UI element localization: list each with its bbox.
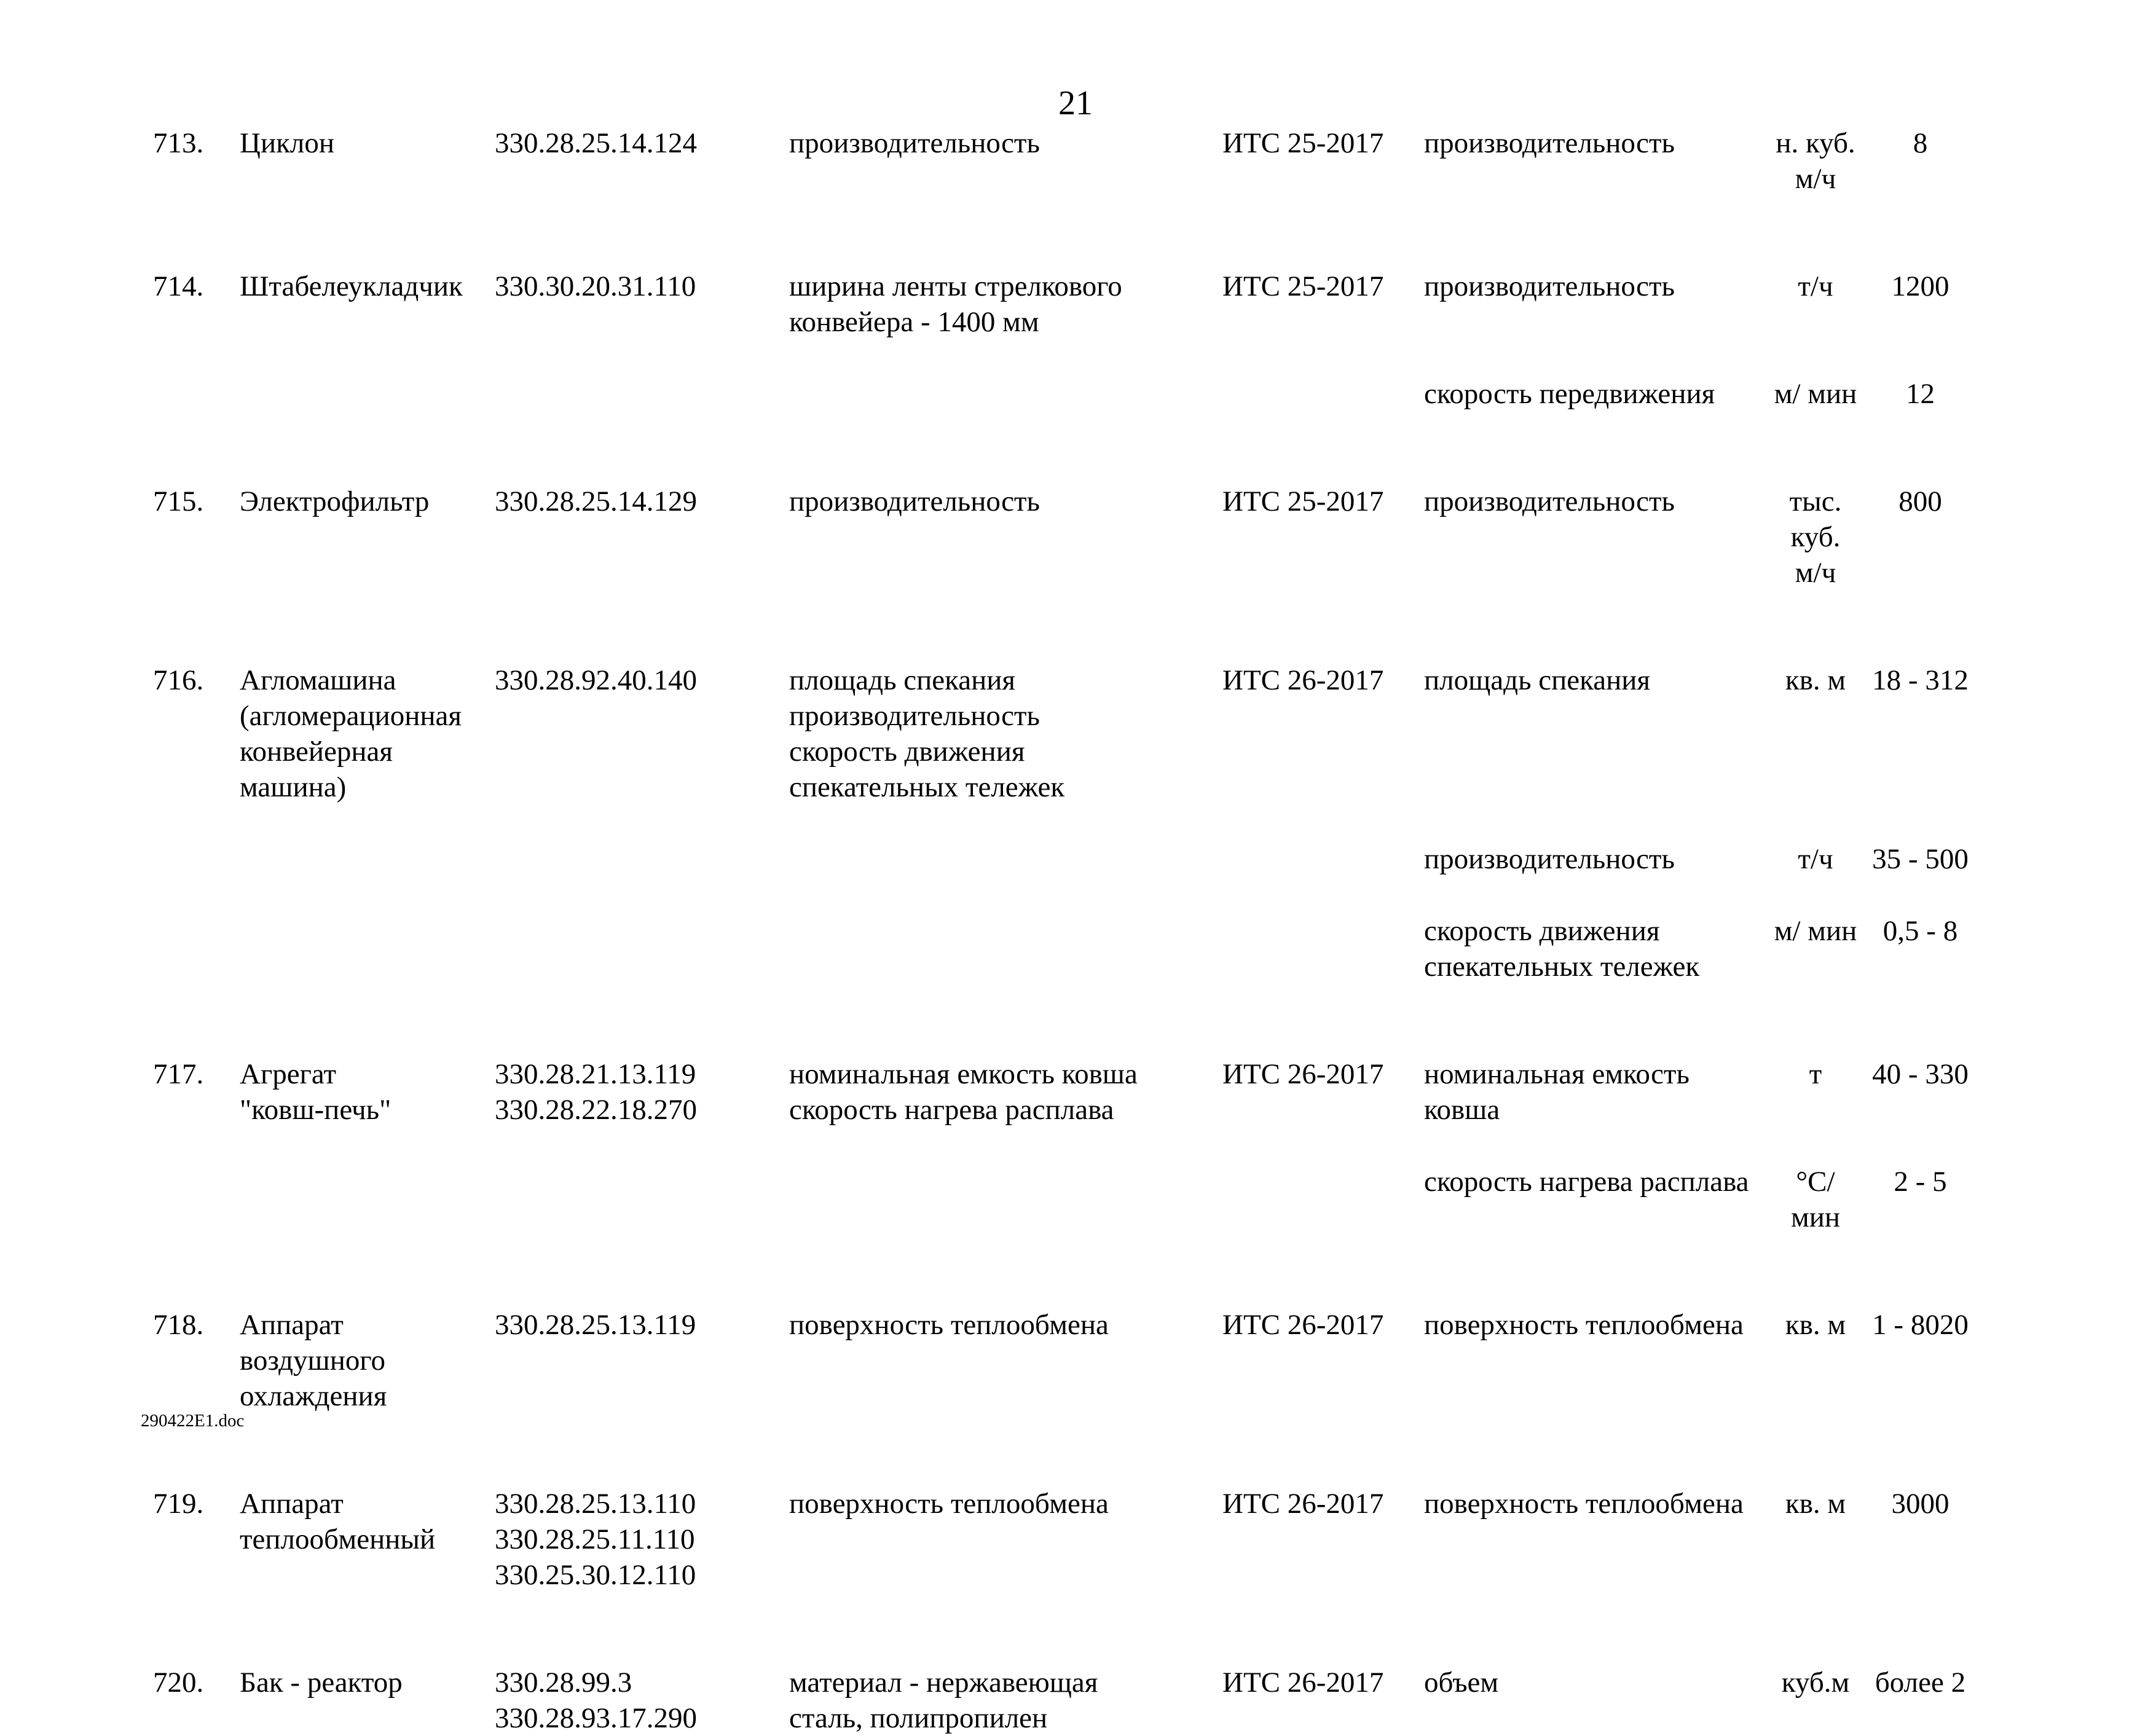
- text-line: площадь спекания: [1424, 664, 1651, 696]
- characteristics-empty: [789, 1164, 1222, 1235]
- text-line: спекательных тележек: [1424, 951, 1700, 983]
- detail-unit: [1773, 1164, 1858, 1235]
- text-line: номинальная емкость: [1424, 1058, 1690, 1090]
- text-line: Электрофильтр: [240, 485, 430, 517]
- left-margin: [0, 1164, 153, 1235]
- text-line: т/ч: [1798, 270, 1833, 302]
- detail-unit: [1773, 269, 1858, 340]
- detail-value: [1858, 484, 1983, 591]
- text-line: Агломашина: [240, 664, 396, 696]
- row-main-line: [0, 1307, 2156, 1414]
- left-margin: [0, 269, 153, 340]
- text-line: 1 - 8020: [1872, 1309, 1969, 1341]
- table-row: [0, 269, 2156, 412]
- left-margin: [0, 1665, 153, 1736]
- row-main-line: [0, 484, 2156, 591]
- text-line: 800: [1898, 485, 1942, 517]
- row-main-line: [0, 1486, 2156, 1593]
- detail-unit: [1773, 841, 1858, 877]
- equipment-name-empty: [240, 841, 495, 877]
- detail-value: [1858, 1486, 1983, 1593]
- text-line: производительность: [789, 485, 1040, 517]
- detail-value: [1858, 125, 1983, 197]
- detail-value: [1858, 662, 1983, 805]
- characteristics: [789, 1307, 1222, 1414]
- item-number-empty: [153, 376, 240, 412]
- text-line: 330.28.25.14.124: [495, 127, 697, 159]
- text-line: производительность: [789, 700, 1040, 732]
- table-row: [0, 1665, 2156, 1736]
- text-line: поверхность теплообмена: [1424, 1488, 1744, 1520]
- text-line: материал - нержавеющая: [789, 1667, 1098, 1699]
- its-reference-empty: [1222, 913, 1424, 984]
- item-number: 720.: [153, 1667, 204, 1699]
- characteristics-empty: [789, 913, 1222, 984]
- text-line: кв. м: [1785, 664, 1846, 696]
- its-reference: ИТС 26-2017: [1222, 1058, 1384, 1090]
- text-line: конвейерная: [240, 736, 393, 768]
- item-number-empty: [153, 1164, 240, 1235]
- its-reference: ИТС 26-2017: [1222, 1309, 1384, 1341]
- detail-parameter: [1424, 484, 1773, 591]
- detail-parameter: [1424, 376, 1773, 412]
- left-margin: [0, 841, 153, 877]
- text-line: т/ч: [1798, 843, 1833, 875]
- text-line: 330.28.21.13.119: [495, 1058, 696, 1090]
- text-line: спекательных тележек: [789, 771, 1065, 803]
- row-main-line: [0, 1056, 2156, 1128]
- detail-value: [1858, 269, 1983, 340]
- detail-parameter: [1424, 269, 1773, 340]
- text-line: 8: [1913, 127, 1928, 159]
- text-line: 18 - 312: [1872, 664, 1969, 696]
- text-line: ковша: [1424, 1094, 1500, 1126]
- text-line: 330.28.25.13.110: [495, 1488, 696, 1520]
- okpd-codes: [495, 662, 789, 805]
- item-number: 718.: [153, 1309, 204, 1341]
- characteristics: [789, 125, 1222, 197]
- text-line: воздушного: [240, 1345, 385, 1377]
- characteristics: [789, 484, 1222, 591]
- text-line: Циклон: [240, 127, 335, 159]
- okpd-codes: [495, 484, 789, 591]
- text-line: производительность: [1424, 485, 1675, 517]
- left-margin: [0, 484, 153, 591]
- table-row: [0, 662, 2156, 984]
- detail-value: [1858, 1164, 1983, 1235]
- text-line: 2 - 5: [1894, 1166, 1947, 1198]
- okpd-codes: [495, 1665, 789, 1736]
- okpd-codes: [495, 125, 789, 197]
- text-line: ширина ленты стрелкового: [789, 270, 1122, 302]
- table-row: [0, 1486, 2156, 1593]
- text-line: куб.: [1790, 521, 1841, 553]
- okpd-codes: [495, 1056, 789, 1128]
- table-row: [0, 125, 2156, 197]
- text-line: н. куб.: [1776, 127, 1855, 159]
- text-line: охлаждения: [240, 1380, 387, 1412]
- detail-unit: [1773, 376, 1858, 412]
- its-reference: ИТС 25-2017: [1222, 270, 1384, 302]
- detail-unit: [1773, 484, 1858, 591]
- left-margin: [0, 662, 153, 805]
- characteristics-empty: [789, 841, 1222, 877]
- text-line: 330.28.25.14.129: [495, 485, 697, 517]
- table-row: [0, 1056, 2156, 1235]
- left-margin: [0, 376, 153, 412]
- its-reference: ИТС 25-2017: [1222, 127, 1384, 159]
- text-line: теплообменный: [240, 1523, 436, 1555]
- text-line: номинальная емкость ковша: [789, 1058, 1138, 1090]
- detail-parameter: [1424, 125, 1773, 197]
- its-reference-empty: [1222, 376, 1424, 412]
- text-line: м/ мин: [1774, 915, 1857, 947]
- text-line: 12: [1906, 378, 1935, 410]
- text-line: 330.28.22.18.270: [495, 1094, 697, 1126]
- text-line: м/ч: [1795, 163, 1836, 195]
- text-line: скорость нагрева расплава: [1424, 1166, 1749, 1198]
- okpd-codes: [495, 1486, 789, 1593]
- its-reference-empty: [1222, 841, 1424, 877]
- text-line: м/ч: [1795, 557, 1836, 589]
- detail-unit: [1773, 1486, 1858, 1593]
- its-reference-empty: [1222, 1164, 1424, 1235]
- detail-unit: [1773, 1056, 1858, 1128]
- text-line: площадь спекания: [789, 664, 1016, 696]
- characteristics: [789, 1665, 1222, 1736]
- text-line: 330.28.92.40.140: [495, 664, 697, 696]
- okpd-codes: [495, 269, 789, 340]
- equipment-name: [240, 1056, 495, 1128]
- text-line: 0,5 - 8: [1883, 915, 1958, 947]
- text-line: производительность: [1424, 843, 1675, 875]
- characteristics: [789, 1056, 1222, 1128]
- equipment-name: [240, 125, 495, 197]
- text-line: м/ мин: [1774, 378, 1857, 410]
- text-line: кв. м: [1785, 1309, 1846, 1341]
- item-number: 715.: [153, 485, 204, 517]
- equipment-name: [240, 269, 495, 340]
- text-line: сталь, полипропилен: [789, 1702, 1048, 1734]
- its-reference: ИТС 25-2017: [1222, 485, 1384, 517]
- detail-value: [1858, 1056, 1983, 1128]
- text-line: (агломерационная: [240, 700, 462, 732]
- text-line: производительность: [1424, 270, 1675, 302]
- text-line: 3000: [1891, 1488, 1949, 1520]
- text-line: скорость передвижения: [1424, 378, 1715, 410]
- text-line: 330.28.99.3: [495, 1667, 632, 1699]
- text-line: кв. м: [1785, 1488, 1846, 1520]
- equipment-name: [240, 662, 495, 805]
- detail-parameter: [1424, 841, 1773, 877]
- text-line: 1200: [1891, 270, 1949, 302]
- page-number: 21: [1058, 84, 1093, 122]
- left-margin: [0, 1307, 153, 1414]
- equipment-name-empty: [240, 376, 495, 412]
- equipment-name: [240, 1665, 495, 1736]
- text-line: 330.28.25.11.110: [495, 1523, 695, 1555]
- okpd-codes-empty: [495, 913, 789, 984]
- text-line: 40 - 330: [1872, 1058, 1969, 1090]
- text-line: Агрегат: [240, 1058, 337, 1090]
- detail-value: [1858, 913, 1983, 984]
- row-detail-line: [0, 1164, 2156, 1235]
- characteristics: [789, 269, 1222, 340]
- text-line: 330.28.93.17.290: [495, 1702, 697, 1734]
- item-number: 717.: [153, 1058, 204, 1090]
- text-line: поверхность теплообмена: [789, 1309, 1109, 1341]
- detail-unit: [1773, 662, 1858, 805]
- characteristics: [789, 1486, 1222, 1593]
- item-number-empty: [153, 841, 240, 877]
- text-line: более 2: [1875, 1667, 1966, 1699]
- text-line: т: [1809, 1058, 1822, 1090]
- text-line: скорость движения: [1424, 915, 1660, 947]
- okpd-codes-empty: [495, 1164, 789, 1235]
- item-number: 719.: [153, 1488, 204, 1520]
- detail-parameter: [1424, 1486, 1773, 1593]
- text-line: 330.28.25.13.119: [495, 1309, 696, 1341]
- row-detail-line: [0, 841, 2156, 877]
- text-line: машина): [240, 771, 347, 803]
- detail-parameter: [1424, 913, 1773, 984]
- text-line: Штабелеукладчик: [240, 270, 463, 302]
- text-line: поверхность теплообмена: [789, 1488, 1109, 1520]
- detail-value: [1858, 376, 1983, 412]
- detail-parameter: [1424, 1665, 1773, 1736]
- characteristics-empty: [789, 376, 1222, 412]
- okpd-codes-empty: [495, 376, 789, 412]
- detail-value: [1858, 841, 1983, 877]
- detail-unit: [1773, 913, 1858, 984]
- detail-parameter: [1424, 1164, 1773, 1235]
- okpd-codes: [495, 1307, 789, 1414]
- text-line: мин: [1790, 1201, 1841, 1233]
- text-line: 35 - 500: [1872, 843, 1969, 875]
- text-line: скорость движения: [789, 736, 1025, 768]
- detail-unit: [1773, 125, 1858, 197]
- text-line: Аппарат: [240, 1309, 344, 1341]
- row-detail-line: [0, 376, 2156, 412]
- left-margin: [0, 125, 153, 197]
- item-number: 716.: [153, 664, 204, 696]
- characteristics: [789, 662, 1222, 805]
- its-reference: ИТС 26-2017: [1222, 1667, 1384, 1699]
- text-line: "ковш-печь": [240, 1094, 391, 1126]
- text-line: конвейера - 1400 мм: [789, 306, 1039, 338]
- its-reference: ИТС 26-2017: [1222, 664, 1384, 696]
- text-line: Бак - реактор: [240, 1667, 403, 1699]
- text-line: °С/: [1796, 1166, 1835, 1198]
- table-row: [0, 484, 2156, 591]
- text-line: поверхность теплообмена: [1424, 1309, 1744, 1341]
- detail-value: [1858, 1307, 1983, 1414]
- text-line: 330.30.20.31.110: [495, 270, 696, 302]
- equipment-name: [240, 1307, 495, 1414]
- text-line: куб.м: [1781, 1667, 1850, 1699]
- equipment-name: [240, 1486, 495, 1593]
- detail-unit: [1773, 1307, 1858, 1414]
- row-main-line: [0, 1665, 2156, 1736]
- table-row: [0, 1307, 2156, 1414]
- text-line: тыс.: [1789, 485, 1842, 517]
- item-number: 713.: [153, 127, 204, 159]
- row-main-line: [0, 269, 2156, 340]
- text-line: Аппарат: [240, 1488, 344, 1520]
- okpd-codes-empty: [495, 841, 789, 877]
- detail-parameter: [1424, 1056, 1773, 1128]
- row-detail-line: [0, 913, 2156, 984]
- text-line: 330.25.30.12.110: [495, 1559, 696, 1591]
- left-margin: [0, 1486, 153, 1593]
- left-margin: [0, 913, 153, 984]
- equipment-table: [0, 125, 2156, 1736]
- text-line: объем: [1424, 1667, 1499, 1699]
- text-line: производительность: [1424, 127, 1675, 159]
- row-main-line: [0, 662, 2156, 805]
- footer-filename: 290422E1.doc: [141, 1411, 245, 1431]
- detail-unit: [1773, 1665, 1858, 1736]
- equipment-name: [240, 484, 495, 591]
- its-reference: ИТС 26-2017: [1222, 1488, 1384, 1520]
- text-line: скорость нагрева расплава: [789, 1094, 1114, 1126]
- text-line: производительность: [789, 127, 1040, 159]
- equipment-name-empty: [240, 913, 495, 984]
- detail-parameter: [1424, 1307, 1773, 1414]
- row-main-line: [0, 125, 2156, 197]
- item-number: 714.: [153, 270, 204, 302]
- left-margin: [0, 1056, 153, 1128]
- equipment-name-empty: [240, 1164, 495, 1235]
- detail-parameter: [1424, 662, 1773, 805]
- item-number-empty: [153, 913, 240, 984]
- detail-value: [1858, 1665, 1983, 1736]
